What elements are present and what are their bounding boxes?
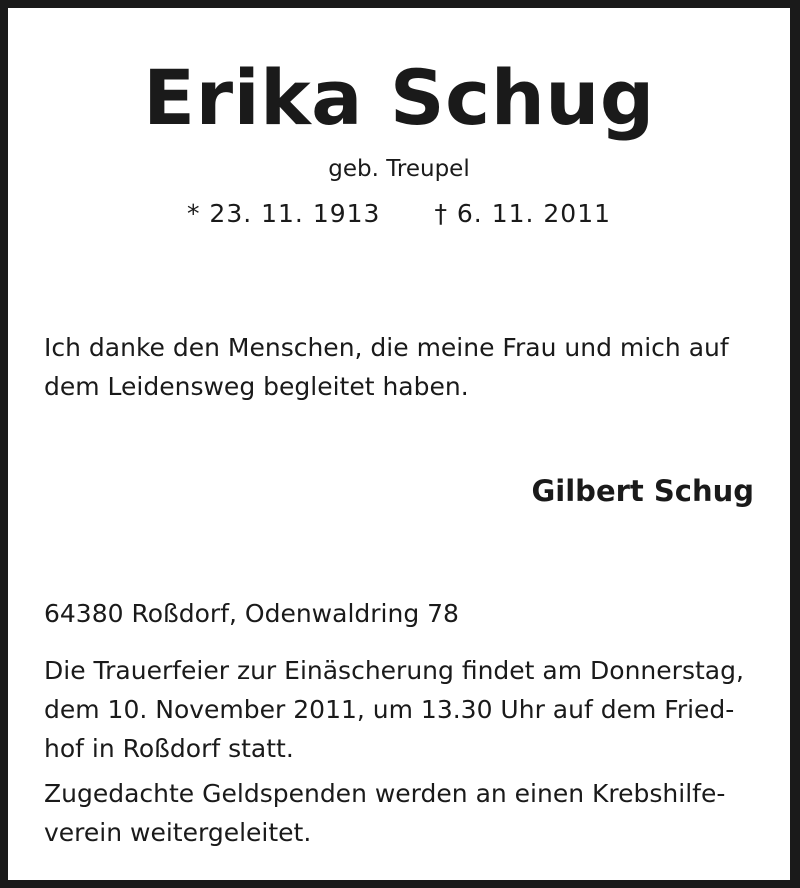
death-date: † 6. 11. 2011 bbox=[434, 199, 612, 228]
thanks-line: Ich danke den Menschen, die meine Frau und mich auf bbox=[44, 333, 729, 362]
thanks-text bbox=[44, 328, 764, 406]
thanks-line: dem Leidensweg begleitet haben. bbox=[44, 372, 469, 401]
life-dates bbox=[8, 199, 790, 229]
signer-name: Gilbert Schug bbox=[531, 474, 754, 508]
funeral-line: hof in Roßdorf statt. bbox=[44, 734, 294, 763]
maiden-name: geb. Treupel bbox=[328, 156, 470, 182]
address-text: 64380 Roßdorf, Odenwaldring 78 bbox=[44, 599, 459, 628]
donation-line: Zugedachte Geldspenden werden an einen Krebshilfe- bbox=[44, 779, 726, 808]
birth-date: * 23. 11. 1913 bbox=[186, 199, 381, 228]
donation-line: verein weitergeleitet. bbox=[44, 818, 312, 847]
funeral-text bbox=[44, 651, 764, 768]
deceased-name: Erika Schug bbox=[143, 53, 655, 142]
funeral-line: Die Trauerfeier zur Einäscherung findet am Donnerstag, bbox=[44, 656, 744, 685]
funeral-line: dem 10. November 2011, um 13.30 Uhr auf dem Fried- bbox=[44, 695, 735, 724]
donation-text bbox=[44, 774, 764, 852]
